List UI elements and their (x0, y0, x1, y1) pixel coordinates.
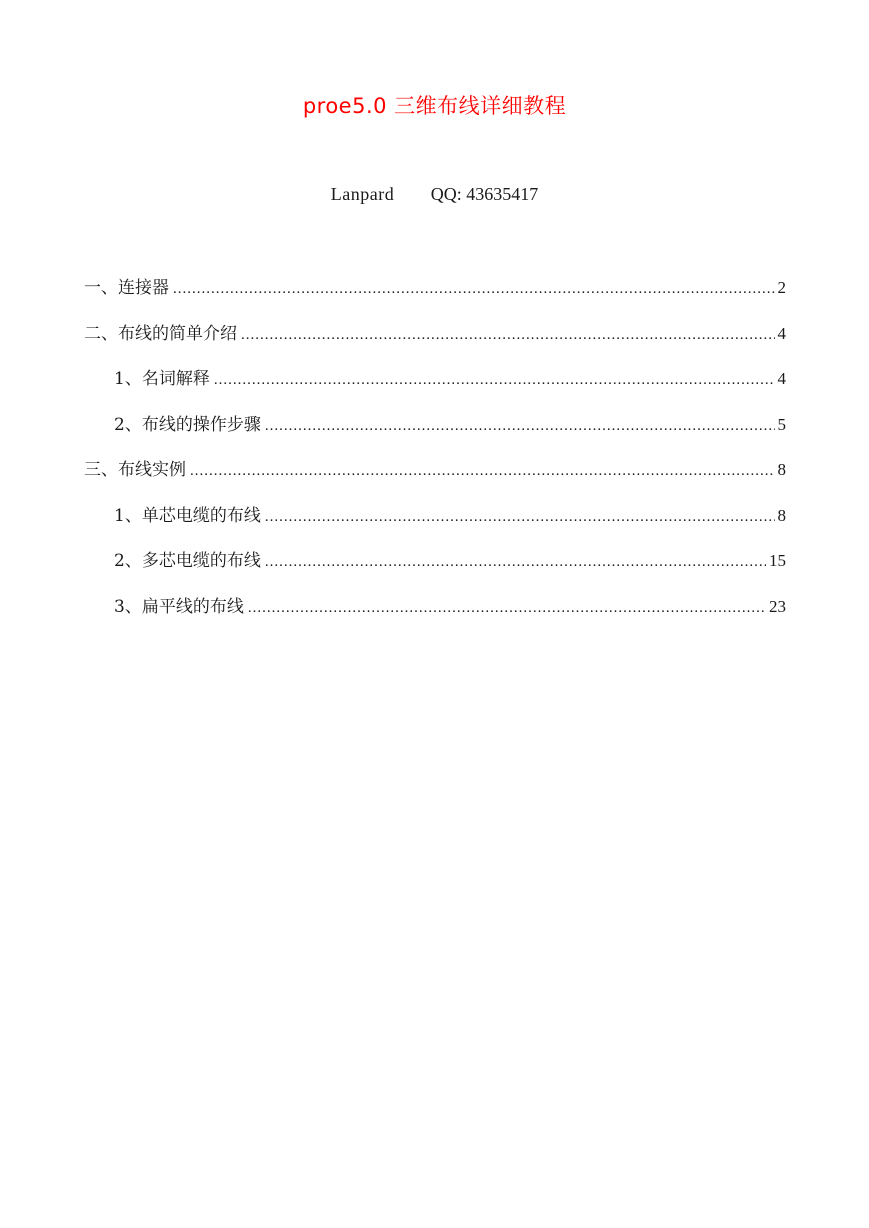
toc-page-number: 8 (777, 505, 786, 525)
toc-entry-routing-examples[interactable] (84, 456, 786, 502)
toc-entry-label: 2、布线的操作步骤 (114, 414, 261, 435)
toc-page-number: 8 (777, 460, 786, 479)
toc-dot-leader (190, 457, 775, 485)
toc-page-number: 23 (769, 596, 786, 616)
toc-entry-label: 1、单芯电缆的布线 (114, 505, 261, 526)
toc-entry-multi-core-cable[interactable] (84, 547, 786, 593)
toc-dot-leader (214, 366, 775, 394)
toc-entry-routing-intro[interactable] (84, 320, 786, 366)
toc-entry-terminology[interactable] (84, 365, 786, 411)
author-contact: QQ: 43635417 (430, 184, 539, 204)
toc-page-number: 2 (777, 278, 786, 297)
toc-dot-leader (265, 548, 766, 576)
toc-page-number: 5 (777, 414, 786, 434)
toc-entry-label: 2、多芯电缆的布线 (114, 551, 261, 571)
toc-entry-label: 1、名词解释 (114, 369, 210, 389)
toc-page-number: 4 (777, 323, 786, 343)
toc-entry-single-core-cable[interactable] (84, 502, 786, 548)
toc-entry-label: 三、布线实例 (84, 460, 186, 480)
toc-entry-label: 3、扁平线的布线 (114, 596, 244, 617)
toc-entry-label: 二、布线的简单介绍 (84, 323, 237, 344)
toc-dot-leader (173, 275, 775, 303)
document-title: proe5.0 三维布线详细教程 (302, 94, 567, 118)
author-name: Lanpard (330, 184, 395, 204)
toc-dot-leader (265, 412, 775, 440)
toc-dot-leader (265, 503, 775, 531)
toc-page-number: 4 (777, 369, 786, 388)
toc-entry-flat-cable[interactable] (84, 593, 786, 639)
toc-entry-label: 一、连接器 (84, 278, 169, 298)
toc-entry-routing-steps[interactable] (84, 411, 786, 457)
toc-entry-connectors[interactable] (84, 274, 786, 320)
table-of-contents (84, 274, 786, 638)
toc-dot-leader (248, 594, 766, 622)
toc-dot-leader (241, 321, 775, 349)
author-line (0, 184, 869, 205)
toc-page-number: 15 (769, 551, 786, 570)
